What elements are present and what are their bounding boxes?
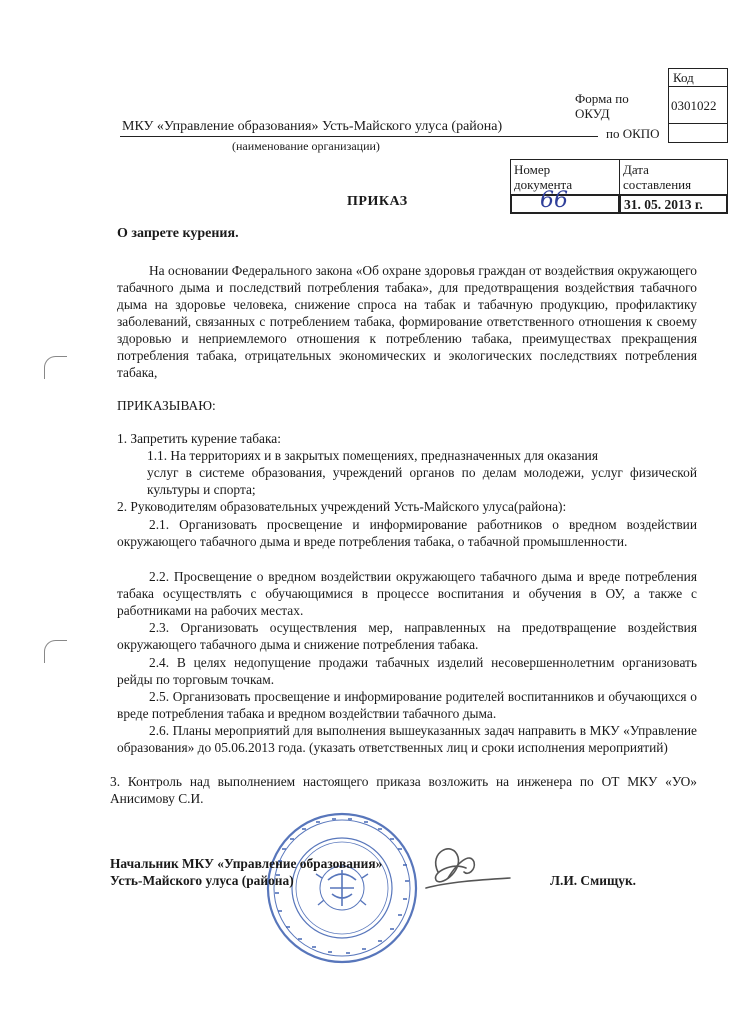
- okpo-label: по ОКПО: [606, 126, 660, 141]
- order-word: ПРИКАЗЫВАЮ:: [117, 398, 216, 413]
- signatory-name: Л.И. Смищук.: [550, 873, 637, 888]
- order-item-2: 2. Руководителям образовательных учреждений Усть-Майского улуса(района):: [117, 499, 567, 514]
- signatory-title-line2: Усть-Майского улуса (района): [110, 873, 294, 888]
- order-item-2-4: 2.4. В целях недопущение продажи табачных изделий несовершеннолетним организовать рейды по торговым точкам.: [117, 655, 697, 687]
- org-underline: [120, 136, 598, 137]
- org-name: МКУ «Управление образования» Усть-Майского улуса (района): [122, 119, 503, 134]
- form-label-line1: Форма по: [575, 91, 629, 106]
- doc-number-label-2: документа: [514, 177, 573, 192]
- order-item-1-1: 1.1. На территориях и в закрытых помещениях, предназначенных для оказания: [147, 448, 598, 463]
- signatory-title-line1: Начальник МКУ «Управление образования»: [110, 856, 383, 871]
- document-subject: О запрете курения.: [117, 226, 239, 241]
- order-item-2-2: 2.2. Просвещение о вредном воздействии окружающего табачного дыма и вреде потребления табака осуществлять с обучающимися в процессе воспитания и обучения в ОУ, а также с работниками на рабочих местах.: [117, 569, 697, 618]
- order-item-2-1: 2.1. Организовать просвещение и информирование работников о вредном воздействии окружающего табачного дыма и вреде потребления табака, о табачной промышленности.: [117, 517, 697, 549]
- okpo-cell: [668, 123, 728, 143]
- order-item-2-5: 2.5. Организовать просвещение и информирование родителей воспитанников и обучающихся о вреде потребления табака и вредном воздействии табачного дыма.: [117, 689, 697, 721]
- order-item-3: 3. Контроль над выполнением настоящего приказа возложить на инженера по ОТ МКУ «УО» Анисимову С.И.: [110, 774, 697, 806]
- doc-date-label-2: составления: [623, 177, 692, 192]
- doc-date-label-1: Дата: [623, 162, 649, 177]
- preamble-paragraph: На основании Федерального закона «Об охране здоровья граждан от воздействия окружающего табачного дыма и последствий потребления табака», для предотвращения воздействия табачного дыма на здоровье человека, снижение спроса на табак и табачную продукцию, профилактику заболеваний, связанных с потреблением табака, формирование ответственного отношения к своему здоровью и неприемлемого отношения к потреблению табака, преимуществах прекращения потребления табака, отрицательных экономических и экологических последствиях потребления табака,: [117, 263, 697, 380]
- order-item-2-6: 2.6. Планы мероприятий для выполнения вышеуказанных задач направить в МКУ «Управление образования» до 05.06.2013 года. (указать ответственных лиц и сроки исполнения мероприятий): [117, 723, 697, 755]
- kod-label: Код: [673, 70, 694, 85]
- document-title: ПРИКАЗ: [347, 194, 408, 209]
- order-item-1-1-continuation: услуг в системе образования, учреждений органов по делам молодежи, услуг физической культуры и спорта;: [147, 465, 697, 497]
- doc-number-handwritten: 66: [540, 188, 568, 213]
- handwritten-signature: [418, 832, 518, 902]
- doc-number-label-1: Номер: [514, 162, 551, 177]
- form-label-line2: ОКУД: [575, 106, 610, 121]
- order-item-1: 1. Запретить курение табака:: [117, 431, 281, 446]
- doc-date-value: 31. 05. 2013 г.: [624, 197, 703, 212]
- org-caption: (наименование организации): [232, 139, 380, 153]
- order-item-2-3: 2.3. Организовать осуществления мер, направленных на предотвращение воздействия окружающего табачного дыма и снижение потребления табака.: [117, 620, 697, 652]
- punch-hole-mark: [44, 640, 67, 663]
- okud-code: 0301022: [671, 98, 717, 113]
- punch-hole-mark: [44, 356, 67, 379]
